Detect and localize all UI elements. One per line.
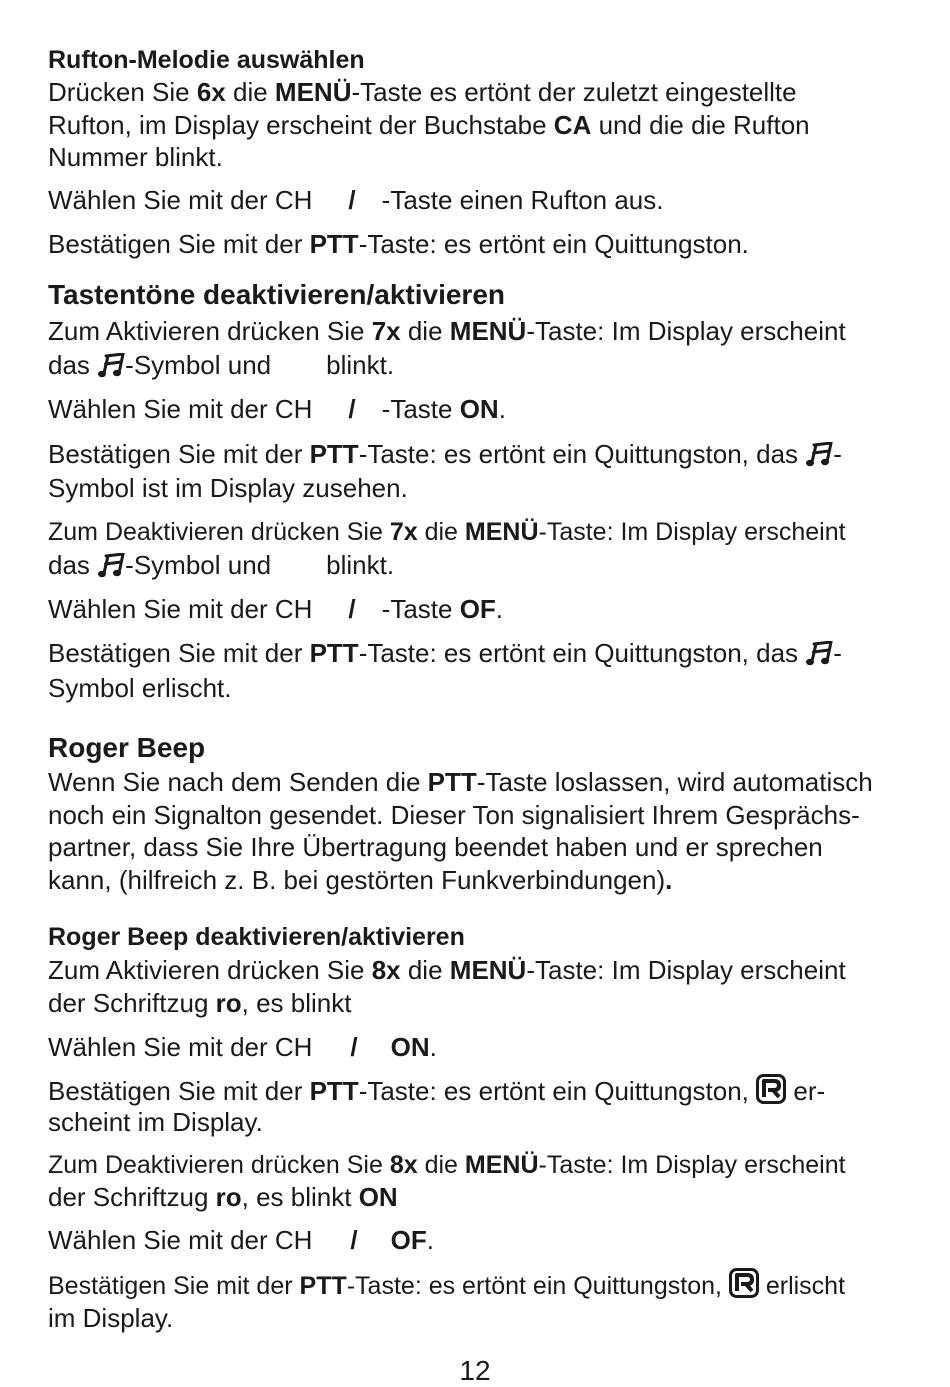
paragraph-line: Rufton, im Display erscheint der Buchstabe CA und die die Rufton	[48, 110, 810, 140]
paragraph-line: im Display.	[48, 1303, 174, 1333]
paragraph-line: scheint im Display.	[48, 1107, 263, 1137]
paragraph-line: der Schriftzug ro, es blinkt	[48, 988, 352, 1018]
paragraph-line: noch ein Signalton gesendet. Dieser Ton signalisiert Ihrem Gesprächs-	[48, 800, 860, 830]
paragraph-line: Zum Aktivieren drücken Sie 7x die MENÜ-Taste: Im Display erscheint	[48, 316, 846, 346]
section-title-roger-beep: Roger Beep	[48, 732, 206, 763]
paragraph-line: Zum Aktivieren drücken Sie 8x die MENÜ-Taste: Im Display erscheint	[48, 955, 846, 985]
paragraph-line: Wählen Sie mit der CH / ON.	[48, 1032, 437, 1062]
music-note-icon	[97, 553, 125, 579]
paragraph-line: kann, (hilfreich z. B. bei gestörten Funkverbindungen).	[48, 865, 673, 895]
paragraph-line: das -Symbol und blinkt.	[48, 350, 395, 380]
paragraph-line: Bestätigen Sie mit der PTT-Taste: es ertönt ein Quittungston, das -	[48, 638, 842, 668]
paragraph-line: das -Symbol und blinkt.	[48, 550, 395, 580]
paragraph-line: partner, dass Sie Ihre Übertragung beendet haben und er sprechen	[48, 832, 823, 862]
paragraph-line: Wenn Sie nach dem Senden die PTT-Taste loslassen, wird automatisch	[48, 767, 873, 797]
music-note-icon	[805, 442, 833, 468]
paragraph-line: Wählen Sie mit der CH / OF.	[48, 1225, 434, 1255]
roger-r-icon	[729, 1268, 759, 1298]
paragraph-line: Zum Deaktivieren drücken Sie 8x die MENÜ-Taste: Im Display erscheint	[48, 1151, 846, 1179]
section-title-tastentoene: Tastentöne deaktivieren/aktivieren	[48, 279, 505, 310]
paragraph-line: Bestätigen Sie mit der PTT-Taste: es ertönt ein Quittungston.	[48, 229, 749, 259]
paragraph-line: Zum Deaktivieren drücken Sie 7x die MENÜ-Taste: Im Display erscheint	[48, 518, 846, 546]
paragraph-line: Wählen Sie mit der CH / -Taste ON.	[48, 394, 506, 424]
paragraph-line: Bestätigen Sie mit der PTT-Taste: es ertönt ein Quittungston, das -	[48, 439, 842, 469]
paragraph-line: Symbol ist im Display zusehen.	[48, 473, 408, 503]
section-title-roger-beep-toggle: Roger Beep deaktivieren/aktivieren	[48, 923, 465, 951]
paragraph-line: der Schriftzug ro, es blinkt ON	[48, 1182, 398, 1212]
page-number: 12	[459, 1355, 491, 1386]
section-title-rufton: Rufton-Melodie auswählen	[48, 46, 365, 74]
paragraph-line: Bestätigen Sie mit der PTT-Taste: es ertönt ein Quittungston, er-	[48, 1076, 826, 1106]
music-note-icon	[805, 641, 833, 667]
paragraph-line: Wählen Sie mit der CH / -Taste OF.	[48, 594, 504, 624]
roger-r-icon	[756, 1074, 786, 1104]
paragraph-line: Nummer blinkt.	[48, 142, 223, 172]
paragraph-line: Drücken Sie 6x die MENÜ-Taste es ertönt der zuletzt eingestellte	[48, 77, 797, 107]
paragraph-line: Symbol erlischt.	[48, 673, 232, 703]
paragraph-line: Bestätigen Sie mit der PTT-Taste: es ertönt ein Quittungston, erlischt	[48, 1268, 845, 1301]
music-note-icon	[97, 353, 125, 379]
paragraph-line: Wählen Sie mit der CH / -Taste einen Rufton aus.	[48, 185, 664, 215]
